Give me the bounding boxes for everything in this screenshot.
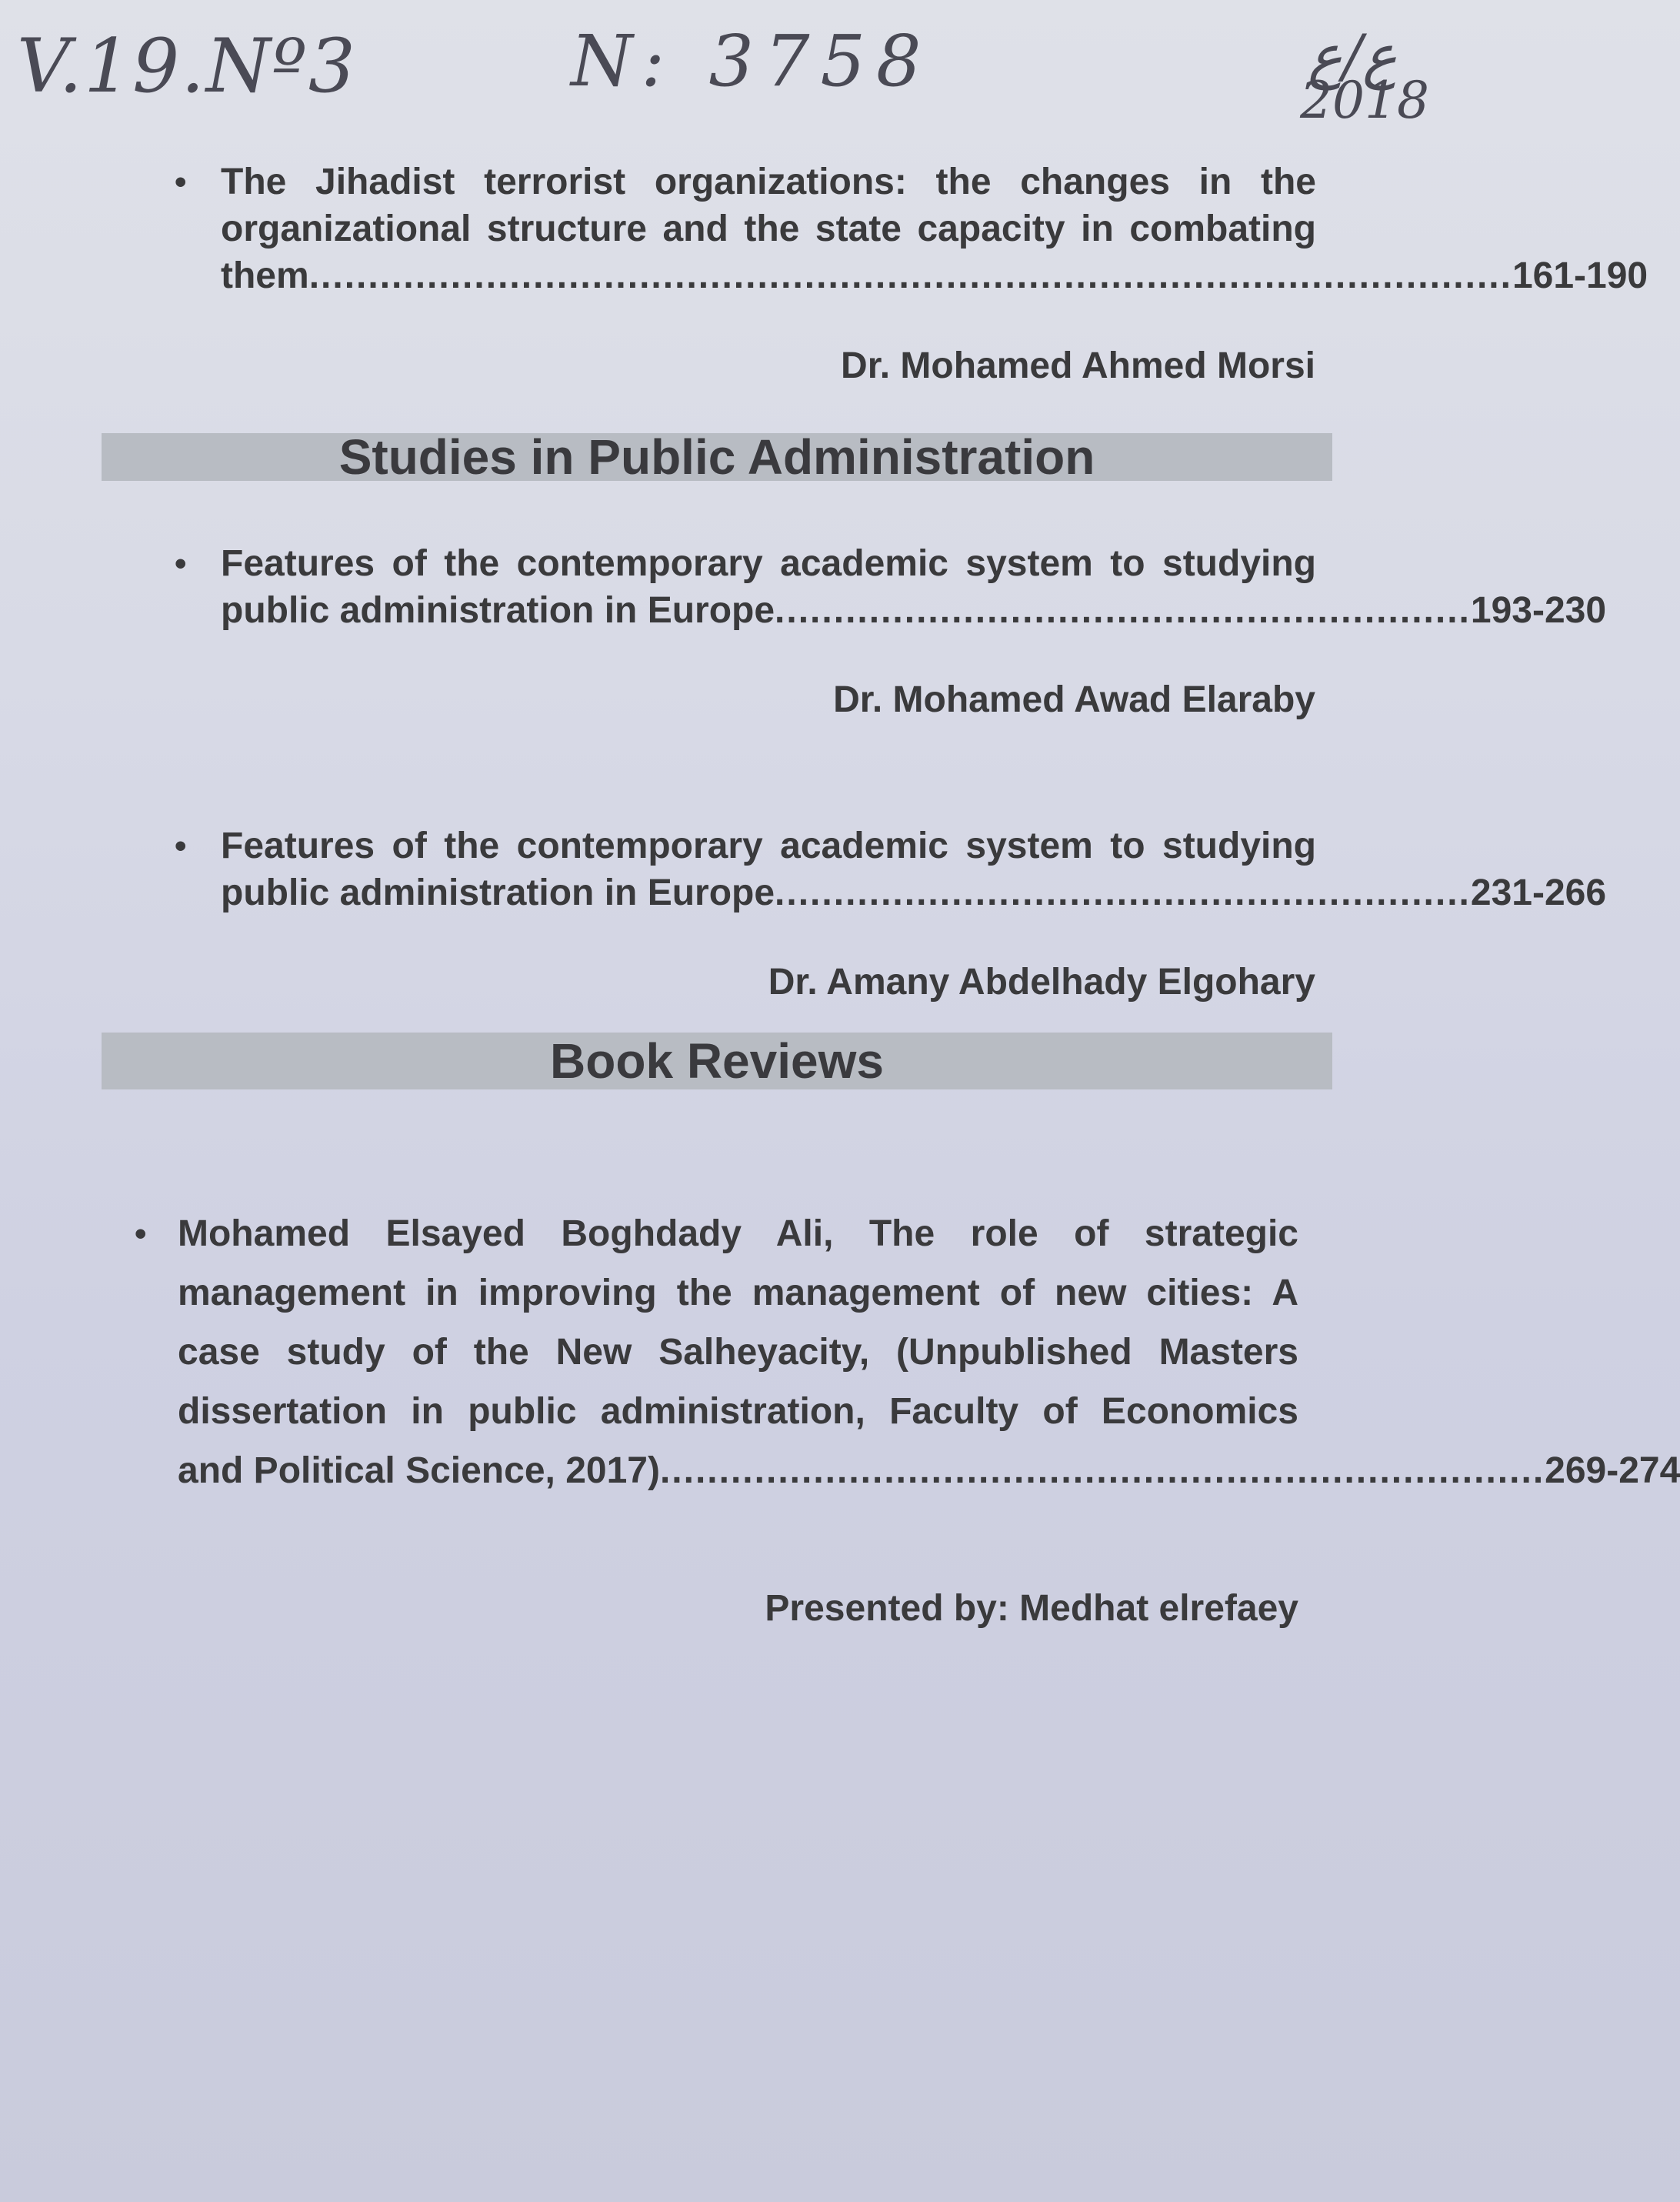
page-range: 269-274 <box>1545 1450 1680 1491</box>
section-heading-band <box>102 1033 1332 1089</box>
entry-author: Dr. Mohamed Ahmed Morsi <box>841 345 1315 386</box>
toc-entry <box>175 822 1607 916</box>
page-range: 161-190 <box>1512 255 1648 296</box>
entry-title-line: them <box>221 255 309 296</box>
dot-leader: ........................................................................... <box>659 1450 1545 1491</box>
entry-leader-line <box>221 252 1648 299</box>
entry-author: Dr. Mohamed Awad Elaraby <box>833 679 1315 720</box>
review-text-line: case study of the New Salheyacity, (Unpublished Masters <box>178 1332 1298 1373</box>
bullet-icon: • <box>175 545 187 582</box>
page-range: 193-230 <box>1470 590 1607 631</box>
entry-leader-line <box>221 587 1607 634</box>
entry-author: Dr. Amany Abdelhady Elgohary <box>768 962 1315 1003</box>
review-leader-line <box>178 1441 1680 1500</box>
section-heading: Book Reviews <box>550 1033 884 1089</box>
entry-leader-line <box>221 869 1607 916</box>
dot-leader: ........................................................... <box>775 590 1471 631</box>
bullet-icon: • <box>175 827 187 865</box>
review-presenter: Presented by: Medhat elrefaey <box>765 1588 1298 1629</box>
toc-entry <box>175 540 1607 634</box>
handwritten-volume-note: V.19.Nº3 <box>17 23 357 109</box>
page-range: 231-266 <box>1470 872 1607 913</box>
entry-title-line: organizational structure and the state capacity in combating <box>221 209 1316 249</box>
entry-title-line: Features of the contemporary academic system to studying <box>221 543 1316 584</box>
entry-title-line: public administration in Europe <box>221 872 775 913</box>
review-text-line: and Political Science, 2017) <box>178 1450 660 1491</box>
review-text-line: Mohamed Elsayed Boghdady Ali, The role of strategic <box>178 1213 1298 1254</box>
toc-entry <box>175 158 1648 299</box>
handwritten-year-note: 2018 <box>1300 71 1429 130</box>
bullet-icon: • <box>135 1215 147 1253</box>
section-heading-band <box>102 429 1332 485</box>
dot-leader: ...................................................................................................... <box>308 255 1512 296</box>
review-entry <box>135 1204 1680 1500</box>
section-heading: Studies in Public Administration <box>338 429 1095 485</box>
bullet-icon: • <box>175 163 187 201</box>
dot-leader: ........................................................... <box>775 872 1471 913</box>
handwritten-arabic-note: ع/ع <box>1308 22 1398 90</box>
review-text-line: dissertation in public administration, Faculty of Economics <box>178 1391 1298 1432</box>
entry-title-line: The Jihadist terrorist organizations: the changes in the <box>221 162 1316 202</box>
entry-title-line: Features of the contemporary academic system to studying <box>221 826 1316 866</box>
handwritten-number-note: N: 3758 <box>571 20 932 102</box>
review-text-line: management in improving the management of new cities: A <box>178 1273 1298 1313</box>
entry-title-line: public administration in Europe <box>221 590 775 631</box>
